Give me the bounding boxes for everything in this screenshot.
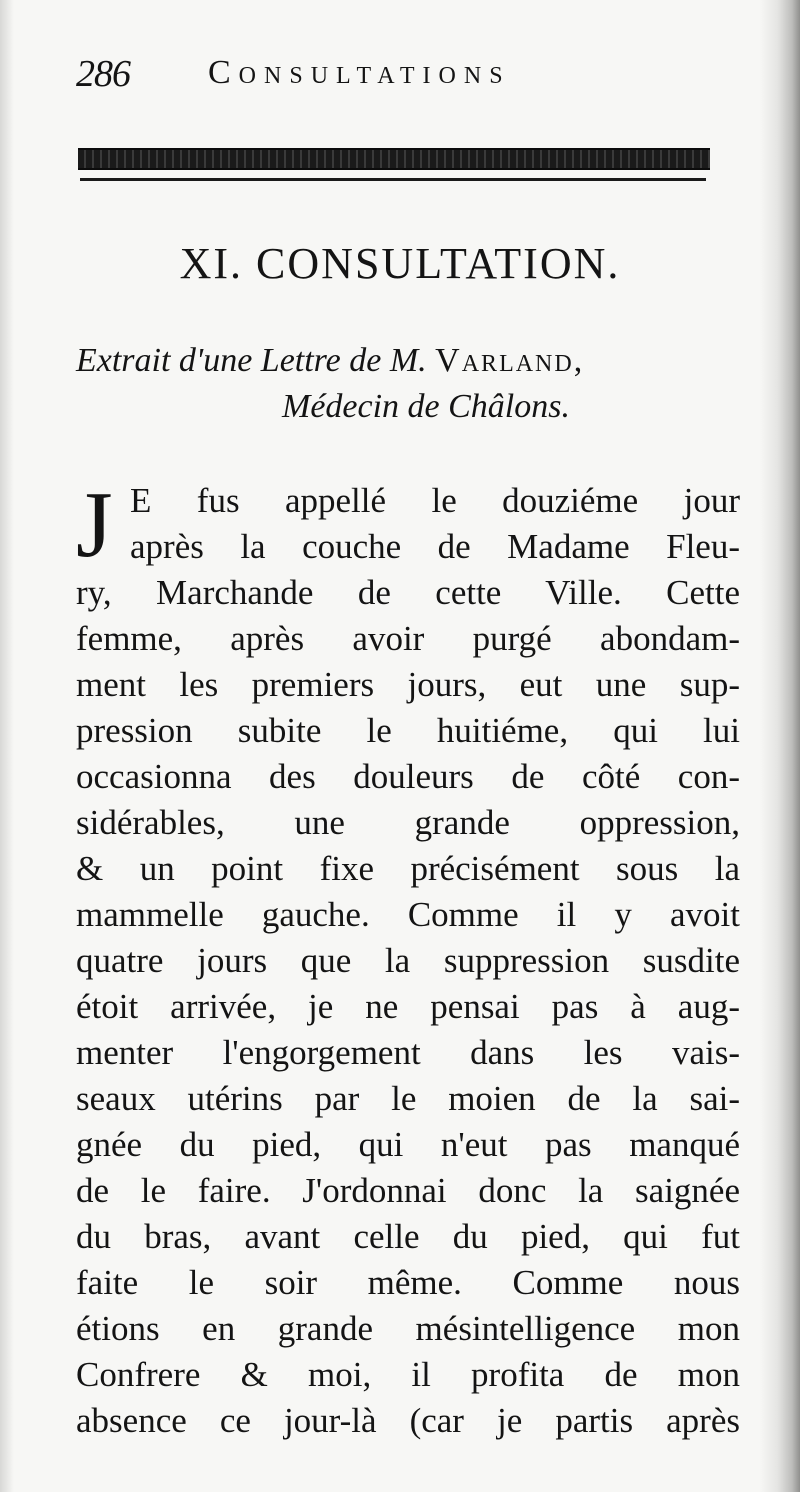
text-line: menter l'engorgement dans les vais- (76, 1033, 740, 1072)
page-number: 286 (76, 53, 130, 95)
running-head: Consultations (208, 54, 511, 91)
page-header (76, 48, 716, 104)
text-line: étoit arrivée, je ne pensai pas à aug- (76, 987, 740, 1026)
text-line: Confrere & moi, il profita de mon (76, 1355, 740, 1394)
text-line: femme, après avoir purgé abondam- (76, 619, 740, 658)
text-line: absence ce jour-là (car je partis après (76, 1401, 740, 1440)
text-line: quatre jours que la suppression susdite (76, 941, 740, 980)
text-line: de le faire. J'ordonnai donc la saignée (76, 1171, 740, 1210)
chapter-title: XI. CONSULTATION. (179, 239, 621, 288)
header-rule (80, 178, 706, 181)
text-line: mammelle gauche. Comme il y avoit (76, 895, 740, 934)
subtitle-author: Varland, (435, 342, 585, 379)
drop-cap: J (76, 473, 113, 577)
text-line: E fus appellé le douziéme jour (130, 481, 740, 520)
text-line: ry, Marchande de cette Ville. Cette (76, 573, 740, 612)
text-line: & un point fixe précisément sous la (76, 849, 740, 888)
text-line: après la couche de Madame Fleu- (130, 527, 740, 566)
text-line: faite le soir même. Comme nous (76, 1263, 740, 1302)
text-line: sidérables, une grande oppression, (76, 803, 740, 842)
scan-gutter-shadow (760, 0, 800, 1492)
text-line: pression subite le huitiéme, qui lui (76, 711, 740, 750)
subtitle-line-2: Médecin de Châlons. (282, 388, 570, 425)
subtitle-line-1 (76, 342, 736, 380)
text-line: étions en grande mésintelligence mon (76, 1309, 740, 1348)
text-line: occasionna des douleurs de côté con- (76, 757, 740, 796)
text-line: ment les premiers jours, eut une sup- (76, 665, 740, 704)
text-line: seaux utérins par le moien de la sai- (76, 1079, 740, 1118)
scan-edge-shadow (0, 0, 14, 1492)
ornamental-rule (78, 148, 710, 170)
text-line: du bras, avant celle du pied, qui fut (76, 1217, 740, 1256)
body-text (76, 473, 740, 1444)
text-line: gnée du pied, qui n'eut pas manqué (76, 1125, 740, 1164)
subtitle-prefix: Extrait d'une Lettre de M. (76, 342, 427, 379)
